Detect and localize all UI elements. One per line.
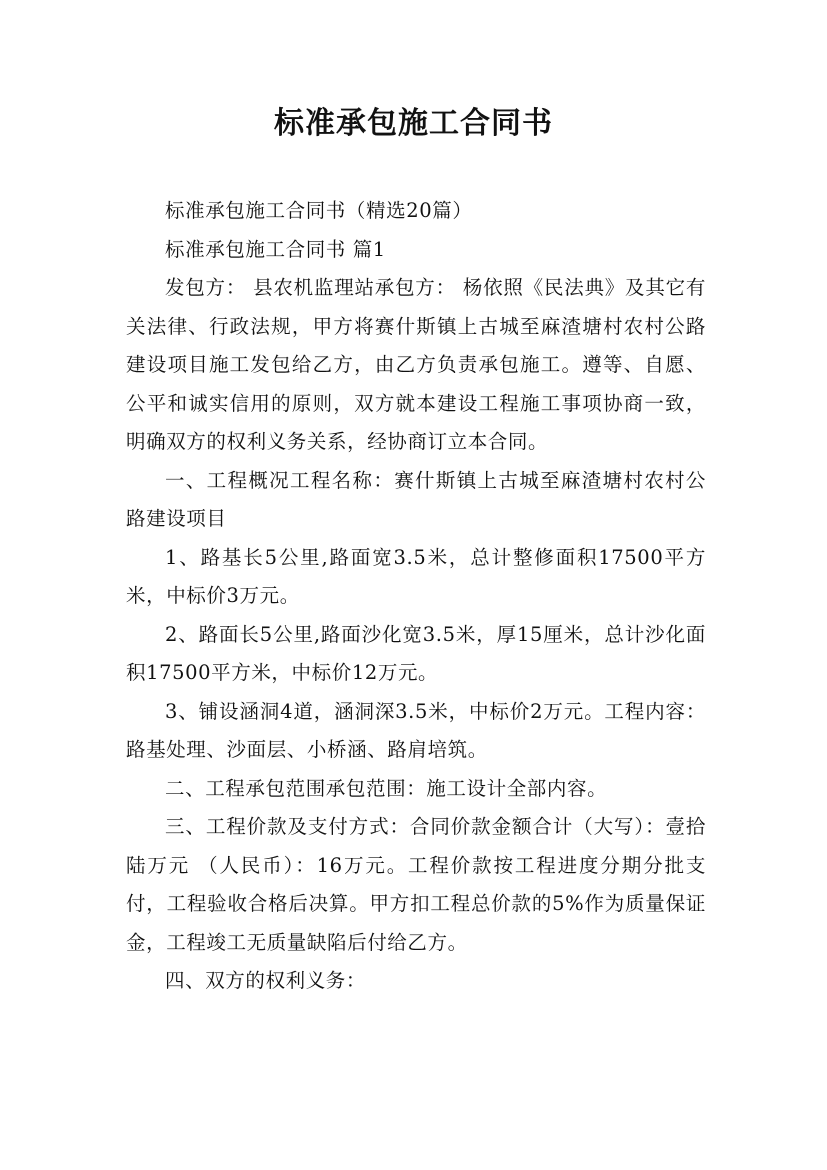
document-title: 标准承包施工合同书 — [274, 106, 553, 141]
paragraph-payment: 三、工程价款及支付方式：合同价款金额合计（大写）：壹拾陆万元 （人民币）：16万元。工程价款按工程进度分期分批支付，工程验收合格后决算。甲方扣工程总价款的5%作为质量保证金，工程竣工无质量缺陷后付给乙方。 — [126, 815, 706, 954]
paragraph-item-3: 3、铺设涵洞4道，涵洞深3.5米，中标价2万元。工程内容：路基处理、沙面层、小桥涵、路肩培筑。 — [126, 699, 706, 761]
paragraph-subtitle: 标准承包施工合同书（精选20篇） — [165, 199, 473, 222]
paragraph-parties: 发包方： 县农机监理站承包方： 杨依照《民法典》及其它有关法律、行政法规，甲方将赛什斯镇上古城至麻渣塘村农村公路建设项目施工发包给乙方，由乙方负责承包施工。遵等、自愿、公平和诚实信用的原则，双方就本建设工程施工事项协商一致，明确双方的权利义务关系，经协商订立本合同。 — [126, 276, 706, 453]
paragraph-rights: 四、双方的权利义务： — [165, 969, 367, 992]
paragraph-item-1: 1、路基长5公里,路面宽3.5米，总计整修面积17500平方米，中标价3万元。 — [126, 545, 706, 607]
paragraph-project-overview: 一、工程概况工程名称：赛什斯镇上古城至麻渣塘村农村公路建设项目 — [126, 468, 706, 530]
paragraph-item-2: 2、路面长5公里,路面沙化宽3.5米，厚15厘米，总计沙化面积17500平方米，中标价12万元。 — [126, 622, 706, 684]
paragraph-scope: 二、工程承包范围承包范围：施工设计全部内容。 — [165, 776, 608, 800]
document-body — [126, 192, 706, 1001]
paragraph-section-heading: 标准承包施工合同书 篇1 — [165, 237, 386, 261]
